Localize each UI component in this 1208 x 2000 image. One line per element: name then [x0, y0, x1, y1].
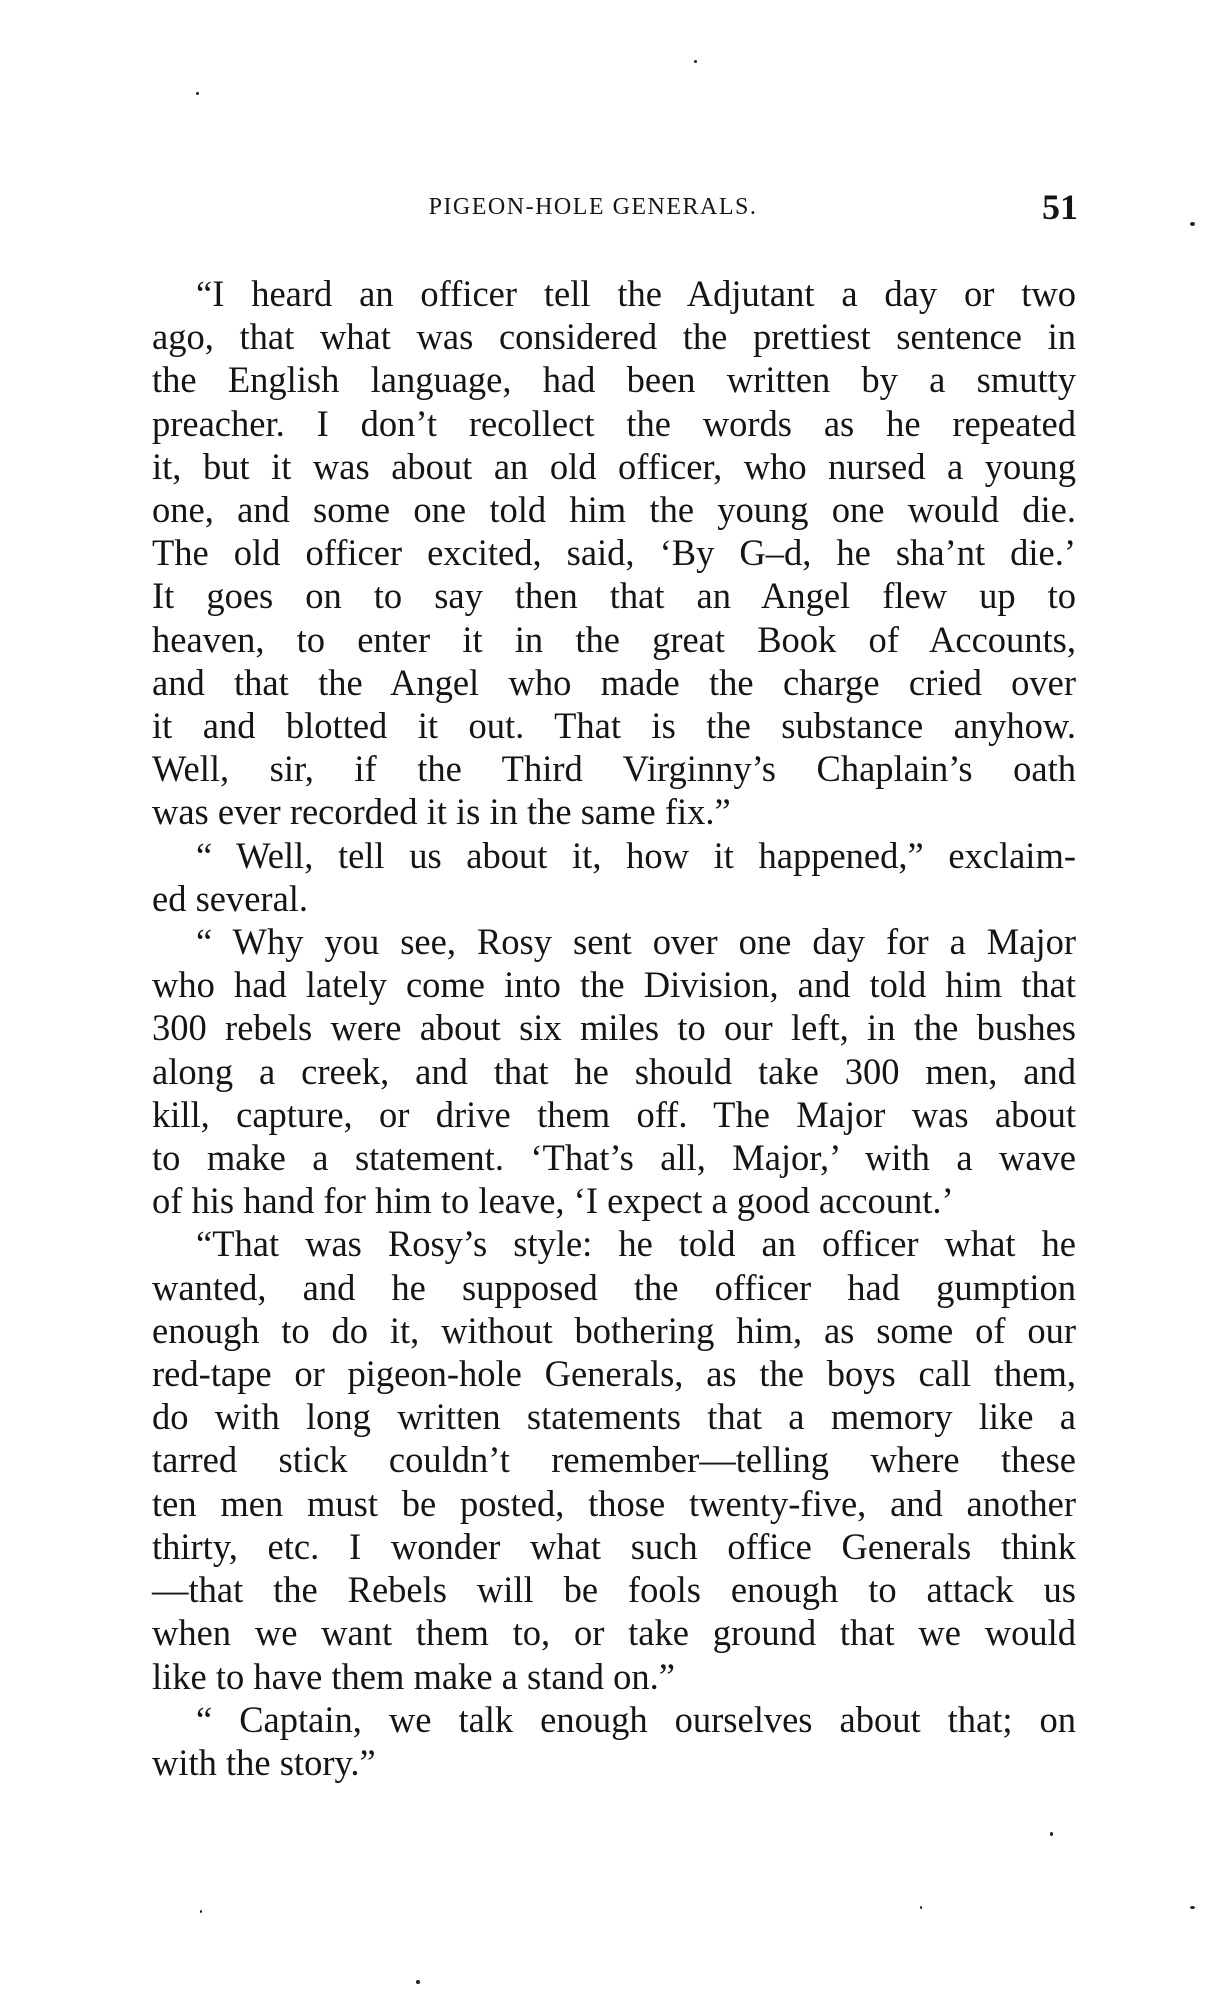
paragraph [108, 1698, 1076, 1784]
text-line: heaven, to enter it in the great Book of Accounts, [152, 618, 1076, 660]
text-line: ed several. [152, 877, 309, 919]
text-line: wanted, and he supposed the officer had gumption [152, 1266, 1076, 1308]
scan-speck [1190, 1906, 1195, 1909]
paragraph [108, 272, 1076, 834]
paragraph [108, 920, 1076, 1222]
body-text [108, 272, 1076, 1784]
text-line: preacher. I don’t recollect the words as he repeated [152, 402, 1076, 444]
page-number: 51 [1042, 187, 1078, 227]
text-line: “ Why you see, Rosy sent over one day for a Major [196, 921, 1076, 963]
text-line: 300 rebels were about six miles to our left, in the bushes [152, 1007, 1076, 1049]
text-line: kill, capture, or drive them off. The Major was about [152, 1093, 1076, 1135]
text-line: “That was Rosy’s style: he told an officer what he [196, 1223, 1076, 1265]
scan-speck [1190, 222, 1195, 226]
text-line: ago, that what was considered the prettiest sentence in [152, 316, 1076, 358]
text-line: red-tape or pigeon-hole Generals, as the boys call them, [152, 1353, 1076, 1395]
text-line: The old officer excited, said, ‘By G–d, he sha’nt die.’ [152, 532, 1076, 574]
text-line: “ Well, tell us about it, how it happened,” exclaim- [196, 834, 1076, 876]
text-line: the English language, had been written by a smutty [152, 359, 1076, 401]
text-line: with the story.” [152, 1741, 376, 1783]
text-line: it, but it was about an old officer, who nursed a young [152, 445, 1076, 487]
text-line: enough to do it, without bothering him, as some of our [152, 1309, 1076, 1351]
text-line: when we want them to, or take ground that we would [152, 1612, 1076, 1654]
text-line: like to have them make a stand on.” [152, 1655, 675, 1697]
text-line: it and blotted it out. That is the substance anyhow. [152, 705, 1076, 747]
text-line: “ Captain, we talk enough ourselves about that; on [196, 1698, 1076, 1740]
text-line: of his hand for him to leave, ‘I expect a good account.’ [152, 1180, 954, 1222]
scan-speck [196, 92, 199, 95]
text-line: one, and some one told him the young one would die. [152, 489, 1076, 531]
text-line: who had lately come into the Division, and told him that [152, 964, 1076, 1006]
text-line: It goes on to say then that an Angel flew up to [152, 575, 1076, 617]
text-line: was ever recorded it is in the same fix.” [152, 791, 731, 833]
text-line: and that the Angel who made the charge cried over [152, 661, 1076, 703]
scan-speck [694, 60, 697, 63]
scan-speck [920, 1906, 922, 1909]
scan-speck [200, 1910, 202, 1913]
running-title: PIGEON-HOLE GENERALS. [428, 194, 758, 220]
text-line: along a creek, and that he should take 300 men, and [152, 1050, 1076, 1092]
text-line: Well, sir, if the Third Virginny’s Chaplain’s oath [152, 748, 1076, 790]
scan-speck [416, 1980, 420, 1984]
paragraph [108, 1222, 1076, 1697]
text-line: tarred stick couldn’t remember—telling where these [152, 1439, 1076, 1481]
text-line: do with long written statements that a memory like a [152, 1396, 1076, 1438]
text-line: —that the Rebels will be fools enough to attack us [152, 1569, 1076, 1611]
scan-speck [1050, 1832, 1053, 1836]
text-line: ten men must be posted, those twenty-five, and another [152, 1482, 1076, 1524]
running-head [108, 186, 1078, 230]
paragraph [108, 834, 1076, 920]
text-line: “I heard an officer tell the Adjutant a day or two [196, 273, 1076, 314]
text-line: to make a statement. ‘That’s all, Major,’ with a wave [152, 1137, 1076, 1179]
text-line: thirty, etc. I wonder what such office Generals think [152, 1525, 1076, 1567]
